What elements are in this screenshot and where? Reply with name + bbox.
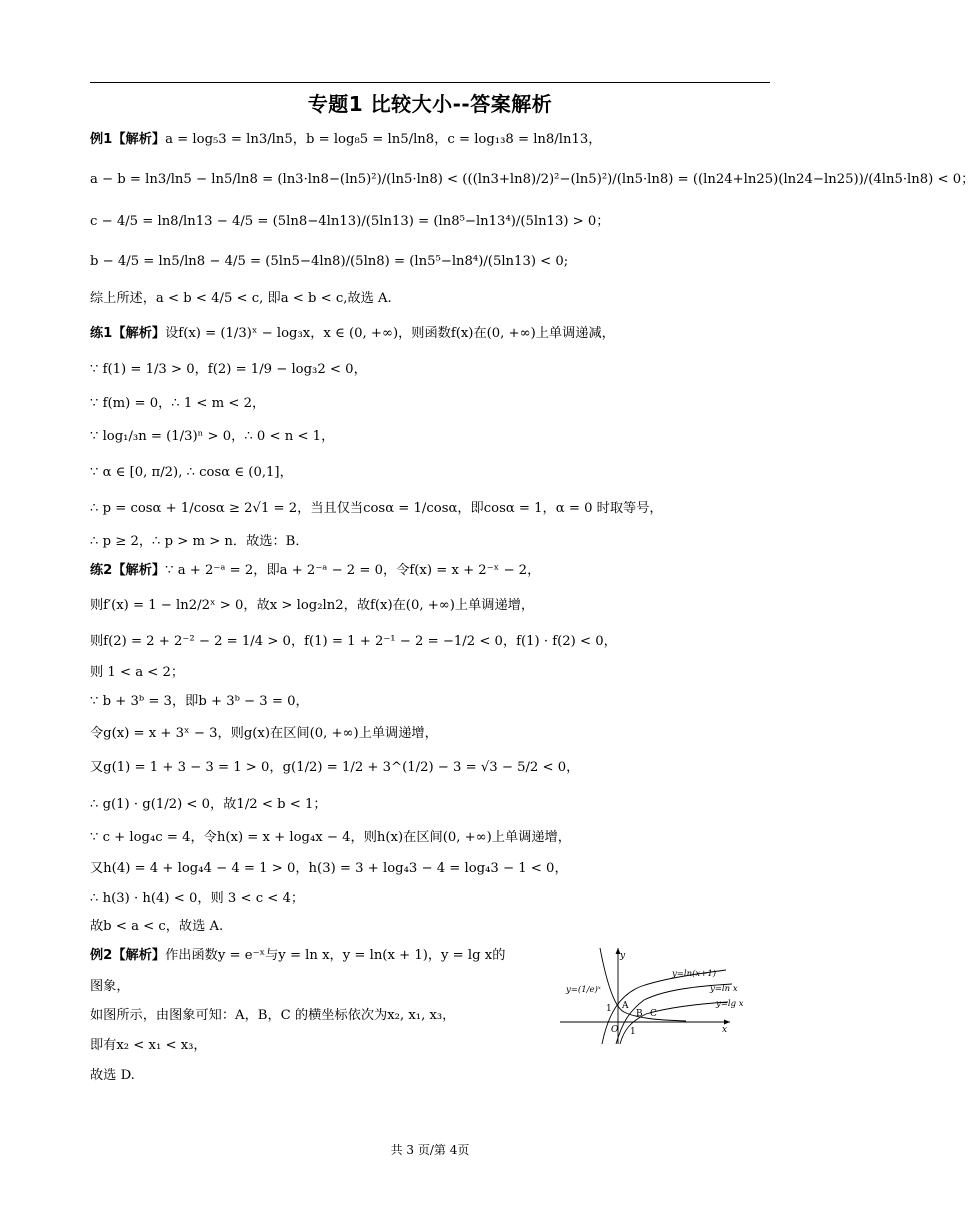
- tick-one-y: 1: [606, 1004, 612, 1014]
- line-text: b − 4/5 = ln5/ln8 − 4/5 = (5ln5−4ln8)/(5ln8) = (ln5⁵−ln8⁴)/(5ln13) < 0;: [90, 254, 569, 269]
- section-label: 例2【解析】: [90, 948, 166, 963]
- line-text: 则 1 < a < 2；: [90, 665, 185, 680]
- line-text: a = log₅3 = ln3/ln5，b = log₈5 = ln5/ln8，c = log₁₃8 = ln8/ln13，: [165, 132, 602, 147]
- line-21: [90, 828, 571, 848]
- line-23: [90, 889, 304, 909]
- line-11: [90, 499, 663, 519]
- line-text: 图象，: [90, 979, 130, 994]
- header-rule: [90, 82, 770, 83]
- section-label: 练1【解析】: [90, 326, 166, 341]
- page-footer: 共 3 页/第 4页: [390, 1143, 470, 1157]
- x-axis-label: x: [722, 1025, 728, 1035]
- line-text: ∴ g(1) · g(1/2) < 0，故1/2 < b < 1；: [90, 797, 327, 812]
- line-14: [90, 596, 534, 616]
- point-b-label: B: [636, 1009, 643, 1019]
- line-text: ∵ b + 3ᵇ = 3，即b + 3ᵇ − 3 = 0，: [90, 694, 309, 709]
- line-16: [90, 663, 184, 683]
- tick-one-x: 1: [630, 1027, 636, 1037]
- y-axis-label: y: [620, 951, 626, 961]
- line-text: ∵ α ∈ [0, π/2), ∴ cosα ∈ (0,1]，: [90, 465, 293, 480]
- line-text: ∵ f(1) = 1/3 > 0，f(2) = 1/9 − log₃2 < 0，: [90, 362, 367, 377]
- line-text: 故b < a < c，故选 A.: [90, 919, 224, 934]
- label-exp: y=(1/e)ˣ: [566, 985, 601, 995]
- line-text: 设f(x) = (1/3)ˣ − log₃x，x ∈ (0, +∞)，则函数f(x)在(0, +∞)上单调递减，: [165, 326, 615, 341]
- line-10: [90, 463, 293, 483]
- line-17: [90, 692, 309, 712]
- label-ln-x: y=ln x: [710, 984, 738, 994]
- line-18: [90, 724, 438, 744]
- line-9: [90, 427, 334, 447]
- line-text: 又g(1) = 1 + 3 − 3 = 1 > 0，g(1/2) = 1/2 + 3^(1/2) − 3 = √3 − 5/2 < 0，: [90, 760, 580, 775]
- line-text: ∵ log₁/₃n = (1/3)ⁿ > 0，∴ 0 < n < 1，: [90, 429, 335, 444]
- line-1: [90, 130, 601, 150]
- line-text: ∵ a + 2⁻ᵃ = 2，即a + 2⁻ᵃ − 2 = 0，令f(x) = x + 2⁻ˣ − 2，: [165, 563, 541, 578]
- label-ln-x-plus-1: y=ln(x+1): [672, 969, 717, 979]
- section-label: 例1【解析】: [90, 132, 166, 147]
- line-text: 综上所述，a < b < 4/5 < c, 即a < b < c,故选 A.: [90, 291, 392, 306]
- line-text: ∵ f(m) = 0，∴ 1 < m < 2，: [90, 396, 266, 411]
- line-24: [90, 917, 223, 937]
- page-title: 专题1 比较大小--答案解析: [307, 92, 553, 116]
- line-text: ∴ p = cosα + 1/cosα ≥ 2√1 = 2，当且仅当cosα = 1/cosα，即cosα = 1，α = 0 时取等号，: [90, 501, 663, 516]
- line-text: ∵ c + log₄c = 4，令h(x) = x + log₄x − 4，则h(x)在区间(0, +∞)上单调递增，: [90, 830, 571, 845]
- line-27: [90, 1006, 455, 1026]
- line-2: [90, 170, 974, 190]
- line-7: [90, 360, 367, 380]
- point-a-label: A: [622, 1001, 629, 1011]
- line-text: 故选 D.: [90, 1068, 135, 1083]
- line-text: 如图所示，由图象可知：A，B，C 的横坐标依次为x₂, x₁, x₃，: [90, 1008, 456, 1023]
- line-4: [90, 252, 568, 272]
- line-3: [90, 212, 610, 232]
- line-8: [90, 394, 265, 414]
- line-text: 则f′(x) = 1 − ln2/2ˣ > 0，故x > log₂ln2，故f(x)在(0, +∞)上单调递增，: [90, 598, 535, 613]
- line-15: [90, 632, 617, 652]
- line-25: [90, 946, 505, 966]
- line-text: 又h(4) = 4 + log₄4 − 4 = 1 > 0，h(3) = 3 + log₄3 − 4 = log₄3 − 1 < 0，: [90, 861, 568, 876]
- line-26: [90, 977, 130, 997]
- line-text: ∴ h(3) · h(4) < 0，则 3 < c < 4；: [90, 891, 305, 906]
- curve-ln-x-plus-1: [602, 970, 726, 1044]
- origin-label: O: [611, 1025, 619, 1035]
- line-20: [90, 795, 327, 815]
- line-text: 则f(2) = 2 + 2⁻² − 2 = 1/4 > 0，f(1) = 1 + 2⁻¹ − 2 = −1/2 < 0，f(1) · f(2) < 0，: [90, 634, 617, 649]
- line-28: [90, 1036, 207, 1056]
- line-text: 即有x₂ < x₁ < x₃，: [90, 1038, 207, 1053]
- line-13: [90, 561, 540, 581]
- line-22: [90, 859, 568, 879]
- section-label: 练2【解析】: [90, 563, 166, 578]
- x-axis-arrow: [724, 1020, 730, 1025]
- line-text: 令g(x) = x + 3ˣ − 3，则g(x)在区间(0, +∞)上单调递增，: [90, 726, 438, 741]
- line-text: a − b = ln3/ln5 − ln5/ln8 = (ln3·ln8−(ln5)²)/(ln5·ln8) < (((ln3+ln8)/2)²−(ln5)²)/(ln5·ln8) = ((ln24+ln25)(ln24−ln25))/(4ln5·ln8) < 0；: [90, 172, 974, 187]
- line-5: [90, 289, 392, 309]
- function-graph: [556, 942, 770, 1048]
- line-29: [90, 1066, 135, 1086]
- curve-exp: [600, 948, 686, 1021]
- line-text: 作出函数y = e⁻ˣ与y = ln x，y = ln(x + 1)，y = lg x的: [165, 948, 506, 963]
- line-text: c − 4/5 = ln8/ln13 − 4/5 = (5ln8−4ln13)/(5ln13) = (ln8⁵−ln13⁴)/(5ln13) > 0；: [90, 214, 610, 229]
- line-12: [90, 532, 309, 552]
- line-text: ∴ p ≥ 2，∴ p > m > n．故选：B．: [90, 534, 309, 549]
- label-lg-x: y=lg x: [716, 999, 744, 1009]
- line-6: [90, 324, 615, 344]
- point-c-label: C: [650, 1009, 657, 1019]
- line-19: [90, 758, 579, 778]
